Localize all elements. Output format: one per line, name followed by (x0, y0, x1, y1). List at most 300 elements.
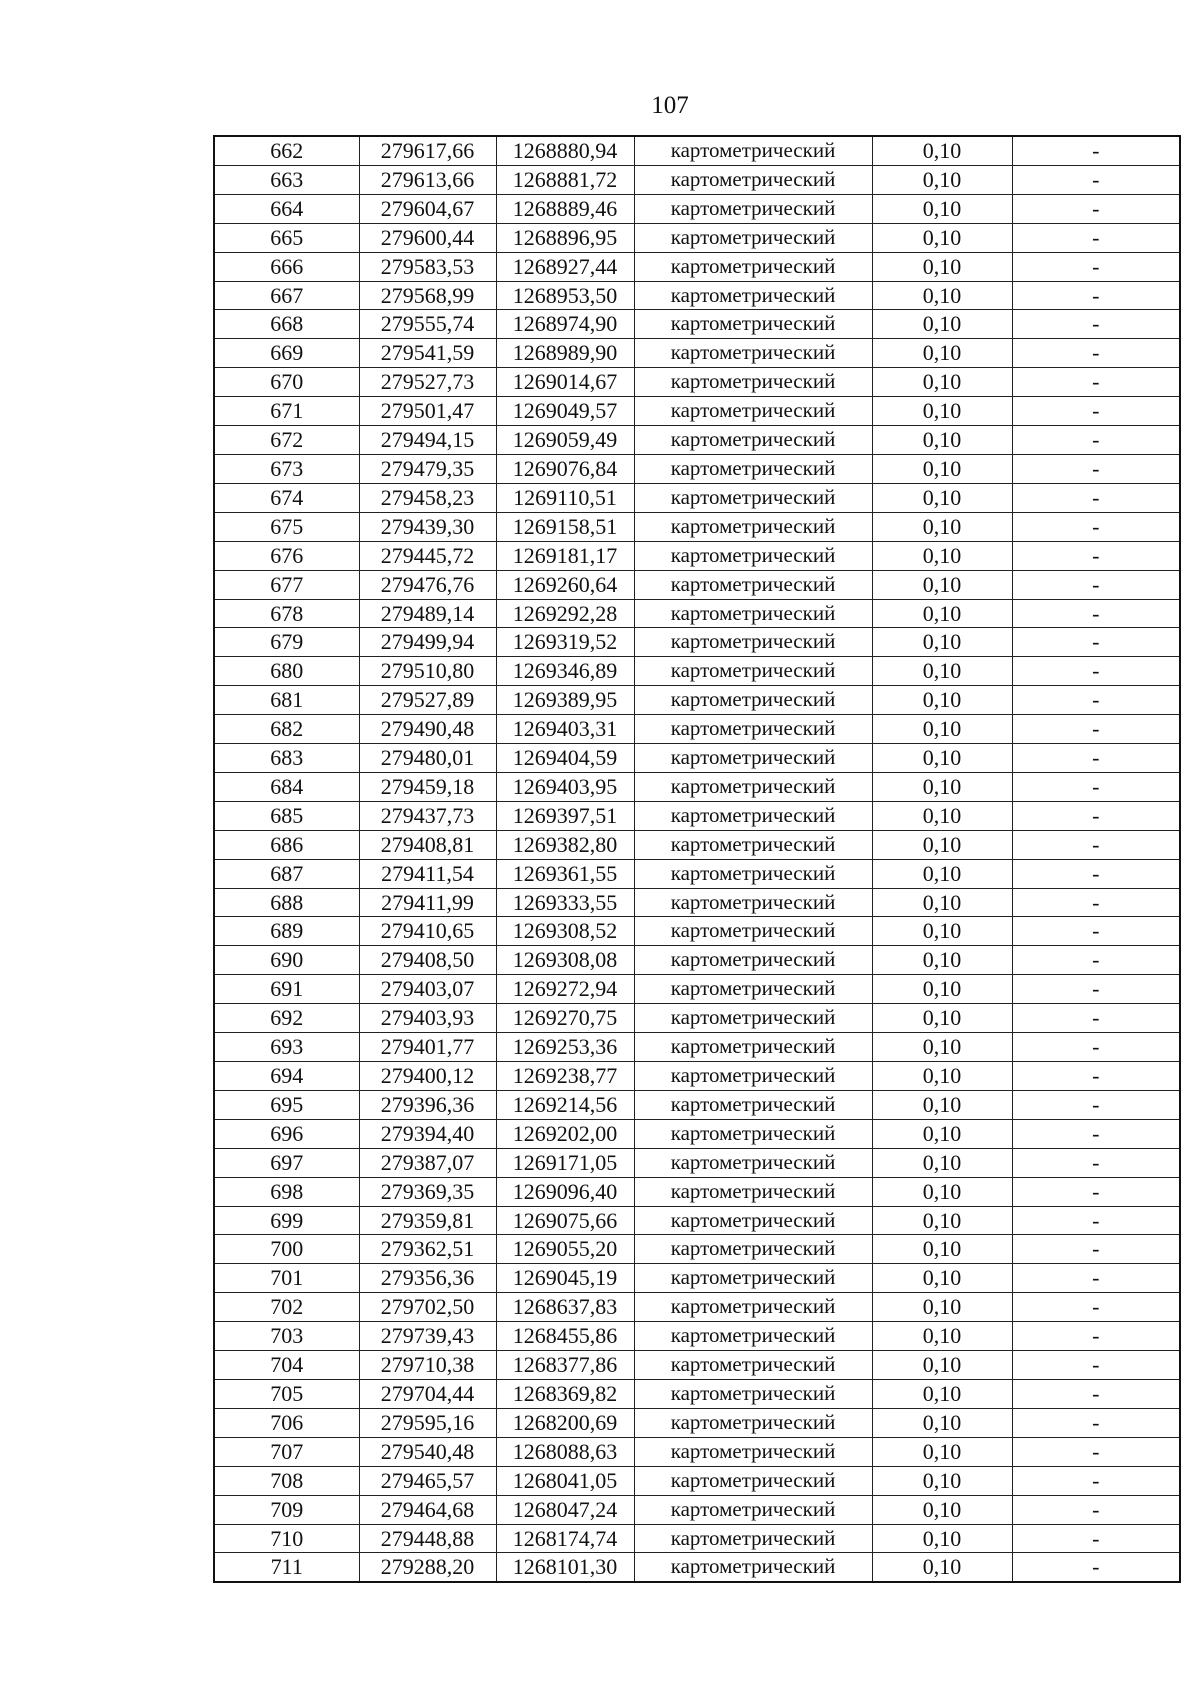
point-number-cell: 681 (214, 686, 359, 715)
note-cell: - (1012, 657, 1180, 686)
method-cell: картометрический (634, 368, 872, 397)
method-cell: картометрический (634, 1322, 872, 1351)
method-cell: картометрический (634, 1033, 872, 1062)
accuracy-cell: 0,10 (872, 1033, 1012, 1062)
accuracy-cell: 0,10 (872, 1148, 1012, 1177)
accuracy-cell: 0,10 (872, 830, 1012, 859)
note-cell: - (1012, 975, 1180, 1004)
y-coordinate-cell: 1269096,40 (496, 1177, 634, 1206)
x-coordinate-cell: 279540,48 (359, 1437, 496, 1466)
point-number-cell: 674 (214, 483, 359, 512)
accuracy-cell: 0,10 (872, 1177, 1012, 1206)
y-coordinate-cell: 1269045,19 (496, 1264, 634, 1293)
table-row (214, 1466, 1180, 1495)
x-coordinate-cell: 279710,38 (359, 1351, 496, 1380)
note-cell: - (1012, 1408, 1180, 1437)
x-coordinate-cell: 279401,77 (359, 1033, 496, 1062)
table-row (214, 715, 1180, 744)
y-coordinate-cell: 1269397,51 (496, 801, 634, 830)
table-row (214, 888, 1180, 917)
point-number-cell: 702 (214, 1293, 359, 1322)
y-coordinate-cell: 1268974,90 (496, 310, 634, 339)
table-row (214, 281, 1180, 310)
note-cell: - (1012, 888, 1180, 917)
table-row (214, 830, 1180, 859)
table-row (214, 570, 1180, 599)
method-cell: картометрический (634, 1264, 872, 1293)
y-coordinate-cell: 1269389,95 (496, 686, 634, 715)
point-number-cell: 694 (214, 1062, 359, 1091)
x-coordinate-cell: 279702,50 (359, 1293, 496, 1322)
y-coordinate-cell: 1269260,64 (496, 570, 634, 599)
table-row (214, 339, 1180, 368)
point-number-cell: 691 (214, 975, 359, 1004)
table-row (214, 1206, 1180, 1235)
y-coordinate-cell: 1269403,95 (496, 772, 634, 801)
note-cell: - (1012, 1351, 1180, 1380)
accuracy-cell: 0,10 (872, 1235, 1012, 1264)
table-row (214, 541, 1180, 570)
x-coordinate-cell: 279480,01 (359, 744, 496, 773)
accuracy-cell: 0,10 (872, 1206, 1012, 1235)
table-row (214, 1351, 1180, 1380)
y-coordinate-cell: 1269382,80 (496, 830, 634, 859)
table-row (214, 1553, 1180, 1582)
table-row (214, 1033, 1180, 1062)
method-cell: картометрический (634, 715, 872, 744)
note-cell: - (1012, 165, 1180, 194)
method-cell: картометрический (634, 917, 872, 946)
table-row (214, 1437, 1180, 1466)
y-coordinate-cell: 1269055,20 (496, 1235, 634, 1264)
accuracy-cell: 0,10 (872, 165, 1012, 194)
table-row (214, 1379, 1180, 1408)
x-coordinate-cell: 279479,35 (359, 454, 496, 483)
y-coordinate-cell: 1269110,51 (496, 483, 634, 512)
y-coordinate-cell: 1269308,52 (496, 917, 634, 946)
point-number-cell: 665 (214, 223, 359, 252)
table-row (214, 686, 1180, 715)
point-number-cell: 701 (214, 1264, 359, 1293)
x-coordinate-cell: 279613,66 (359, 165, 496, 194)
method-cell: картометрический (634, 859, 872, 888)
point-number-cell: 663 (214, 165, 359, 194)
method-cell: картометрический (634, 628, 872, 657)
table-row (214, 744, 1180, 773)
accuracy-cell: 0,10 (872, 136, 1012, 165)
y-coordinate-cell: 1269403,31 (496, 715, 634, 744)
table-row (214, 1408, 1180, 1437)
note-cell: - (1012, 744, 1180, 773)
point-number-cell: 707 (214, 1437, 359, 1466)
method-cell: картометрический (634, 1206, 872, 1235)
point-number-cell: 698 (214, 1177, 359, 1206)
y-coordinate-cell: 1269319,52 (496, 628, 634, 657)
method-cell: картометрический (634, 1293, 872, 1322)
method-cell: картометрический (634, 1553, 872, 1582)
accuracy-cell: 0,10 (872, 1524, 1012, 1553)
method-cell: картометрический (634, 1004, 872, 1033)
note-cell: - (1012, 454, 1180, 483)
method-cell: картометрический (634, 744, 872, 773)
point-number-cell: 684 (214, 772, 359, 801)
x-coordinate-cell: 279403,07 (359, 975, 496, 1004)
y-coordinate-cell: 1269361,55 (496, 859, 634, 888)
accuracy-cell: 0,10 (872, 397, 1012, 426)
note-cell: - (1012, 483, 1180, 512)
note-cell: - (1012, 830, 1180, 859)
x-coordinate-cell: 279394,40 (359, 1119, 496, 1148)
method-cell: картометрический (634, 975, 872, 1004)
accuracy-cell: 0,10 (872, 917, 1012, 946)
point-number-cell: 704 (214, 1351, 359, 1380)
point-number-cell: 677 (214, 570, 359, 599)
method-cell: картометрический (634, 686, 872, 715)
x-coordinate-cell: 279465,57 (359, 1466, 496, 1495)
coordinates-table (213, 135, 1181, 1583)
accuracy-cell: 0,10 (872, 512, 1012, 541)
accuracy-cell: 0,10 (872, 1322, 1012, 1351)
y-coordinate-cell: 1269404,59 (496, 744, 634, 773)
y-coordinate-cell: 1269238,77 (496, 1062, 634, 1091)
point-number-cell: 705 (214, 1379, 359, 1408)
y-coordinate-cell: 1268889,46 (496, 194, 634, 223)
note-cell: - (1012, 917, 1180, 946)
point-number-cell: 673 (214, 454, 359, 483)
accuracy-cell: 0,10 (872, 975, 1012, 1004)
method-cell: картометрический (634, 1524, 872, 1553)
table-row (214, 368, 1180, 397)
x-coordinate-cell: 279555,74 (359, 310, 496, 339)
y-coordinate-cell: 1269333,55 (496, 888, 634, 917)
accuracy-cell: 0,10 (872, 772, 1012, 801)
x-coordinate-cell: 279476,76 (359, 570, 496, 599)
accuracy-cell: 0,10 (872, 1090, 1012, 1119)
table-row (214, 1148, 1180, 1177)
table-row (214, 772, 1180, 801)
x-coordinate-cell: 279396,36 (359, 1090, 496, 1119)
accuracy-cell: 0,10 (872, 368, 1012, 397)
y-coordinate-cell: 1268637,83 (496, 1293, 634, 1322)
note-cell: - (1012, 1466, 1180, 1495)
method-cell: картометрический (634, 223, 872, 252)
y-coordinate-cell: 1269158,51 (496, 512, 634, 541)
x-coordinate-cell: 279437,73 (359, 801, 496, 830)
accuracy-cell: 0,10 (872, 715, 1012, 744)
x-coordinate-cell: 279541,59 (359, 339, 496, 368)
table-row (214, 136, 1180, 165)
x-coordinate-cell: 279445,72 (359, 541, 496, 570)
method-cell: картометрический (634, 946, 872, 975)
accuracy-cell: 0,10 (872, 801, 1012, 830)
method-cell: картометрический (634, 252, 872, 281)
accuracy-cell: 0,10 (872, 888, 1012, 917)
accuracy-cell: 0,10 (872, 1466, 1012, 1495)
method-cell: картометрический (634, 512, 872, 541)
table-row (214, 1062, 1180, 1091)
point-number-cell: 664 (214, 194, 359, 223)
y-coordinate-cell: 1268377,86 (496, 1351, 634, 1380)
point-number-cell: 695 (214, 1090, 359, 1119)
table-row (214, 165, 1180, 194)
x-coordinate-cell: 279362,51 (359, 1235, 496, 1264)
point-number-cell: 693 (214, 1033, 359, 1062)
note-cell: - (1012, 223, 1180, 252)
note-cell: - (1012, 1004, 1180, 1033)
x-coordinate-cell: 279458,23 (359, 483, 496, 512)
x-coordinate-cell: 279411,99 (359, 888, 496, 917)
method-cell: картометрический (634, 310, 872, 339)
accuracy-cell: 0,10 (872, 310, 1012, 339)
accuracy-cell: 0,10 (872, 686, 1012, 715)
table-row (214, 1264, 1180, 1293)
note-cell: - (1012, 1177, 1180, 1206)
method-cell: картометрический (634, 1177, 872, 1206)
note-cell: - (1012, 512, 1180, 541)
table-row (214, 223, 1180, 252)
y-coordinate-cell: 1268369,82 (496, 1379, 634, 1408)
y-coordinate-cell: 1269076,84 (496, 454, 634, 483)
accuracy-cell: 0,10 (872, 599, 1012, 628)
accuracy-cell: 0,10 (872, 859, 1012, 888)
accuracy-cell: 0,10 (872, 252, 1012, 281)
accuracy-cell: 0,10 (872, 426, 1012, 455)
point-number-cell: 710 (214, 1524, 359, 1553)
y-coordinate-cell: 1269214,56 (496, 1090, 634, 1119)
x-coordinate-cell: 279583,53 (359, 252, 496, 281)
method-cell: картометрический (634, 830, 872, 859)
method-cell: картометрический (634, 772, 872, 801)
note-cell: - (1012, 1235, 1180, 1264)
x-coordinate-cell: 279595,16 (359, 1408, 496, 1437)
method-cell: картометрический (634, 194, 872, 223)
point-number-cell: 688 (214, 888, 359, 917)
method-cell: картометрический (634, 483, 872, 512)
table-row (214, 1235, 1180, 1264)
y-coordinate-cell: 1268455,86 (496, 1322, 634, 1351)
y-coordinate-cell: 1268101,30 (496, 1553, 634, 1582)
accuracy-cell: 0,10 (872, 1437, 1012, 1466)
accuracy-cell: 0,10 (872, 1495, 1012, 1524)
table-row (214, 628, 1180, 657)
table-row (214, 1090, 1180, 1119)
accuracy-cell: 0,10 (872, 483, 1012, 512)
note-cell: - (1012, 859, 1180, 888)
table-row (214, 454, 1180, 483)
point-number-cell: 686 (214, 830, 359, 859)
method-cell: картометрический (634, 1379, 872, 1408)
method-cell: картометрический (634, 1437, 872, 1466)
point-number-cell: 692 (214, 1004, 359, 1033)
x-coordinate-cell: 279617,66 (359, 136, 496, 165)
table-row (214, 1004, 1180, 1033)
table-row (214, 483, 1180, 512)
x-coordinate-cell: 279369,35 (359, 1177, 496, 1206)
point-number-cell: 687 (214, 859, 359, 888)
x-coordinate-cell: 279527,73 (359, 368, 496, 397)
method-cell: картометрический (634, 1408, 872, 1437)
point-number-cell: 683 (214, 744, 359, 773)
y-coordinate-cell: 1269059,49 (496, 426, 634, 455)
accuracy-cell: 0,10 (872, 1004, 1012, 1033)
y-coordinate-cell: 1269346,89 (496, 657, 634, 686)
y-coordinate-cell: 1268200,69 (496, 1408, 634, 1437)
note-cell: - (1012, 1379, 1180, 1408)
table-row (214, 252, 1180, 281)
y-coordinate-cell: 1269308,08 (496, 946, 634, 975)
method-cell: картометрический (634, 888, 872, 917)
accuracy-cell: 0,10 (872, 1062, 1012, 1091)
note-cell: - (1012, 715, 1180, 744)
method-cell: картометрический (634, 1351, 872, 1380)
accuracy-cell: 0,10 (872, 1264, 1012, 1293)
note-cell: - (1012, 599, 1180, 628)
note-cell: - (1012, 1553, 1180, 1582)
point-number-cell: 711 (214, 1553, 359, 1582)
method-cell: картометрический (634, 1090, 872, 1119)
x-coordinate-cell: 279448,88 (359, 1524, 496, 1553)
accuracy-cell: 0,10 (872, 541, 1012, 570)
method-cell: картометрический (634, 570, 872, 599)
table-row (214, 1293, 1180, 1322)
method-cell: картометрический (634, 657, 872, 686)
x-coordinate-cell: 279356,36 (359, 1264, 496, 1293)
point-number-cell: 703 (214, 1322, 359, 1351)
x-coordinate-cell: 279510,80 (359, 657, 496, 686)
accuracy-cell: 0,10 (872, 744, 1012, 773)
y-coordinate-cell: 1269272,94 (496, 975, 634, 1004)
note-cell: - (1012, 570, 1180, 599)
note-cell: - (1012, 310, 1180, 339)
y-coordinate-cell: 1268880,94 (496, 136, 634, 165)
x-coordinate-cell: 279464,68 (359, 1495, 496, 1524)
y-coordinate-cell: 1268041,05 (496, 1466, 634, 1495)
accuracy-cell: 0,10 (872, 1408, 1012, 1437)
table-row (214, 397, 1180, 426)
point-number-cell: 700 (214, 1235, 359, 1264)
note-cell: - (1012, 1437, 1180, 1466)
accuracy-cell: 0,10 (872, 946, 1012, 975)
note-cell: - (1012, 1293, 1180, 1322)
table-row (214, 917, 1180, 946)
note-cell: - (1012, 1062, 1180, 1091)
x-coordinate-cell: 279704,44 (359, 1379, 496, 1408)
accuracy-cell: 0,10 (872, 339, 1012, 368)
page-number: 107 (651, 92, 689, 119)
method-cell: картометрический (634, 541, 872, 570)
method-cell: картометрический (634, 397, 872, 426)
note-cell: - (1012, 1322, 1180, 1351)
point-number-cell: 697 (214, 1148, 359, 1177)
y-coordinate-cell: 1269014,67 (496, 368, 634, 397)
point-number-cell: 667 (214, 281, 359, 310)
table-row (214, 801, 1180, 830)
note-cell: - (1012, 1119, 1180, 1148)
x-coordinate-cell: 279489,14 (359, 599, 496, 628)
x-coordinate-cell: 279501,47 (359, 397, 496, 426)
note-cell: - (1012, 686, 1180, 715)
point-number-cell: 675 (214, 512, 359, 541)
x-coordinate-cell: 279288,20 (359, 1553, 496, 1582)
x-coordinate-cell: 279359,81 (359, 1206, 496, 1235)
y-coordinate-cell: 1268088,63 (496, 1437, 634, 1466)
x-coordinate-cell: 279411,54 (359, 859, 496, 888)
x-coordinate-cell: 279400,12 (359, 1062, 496, 1091)
accuracy-cell: 0,10 (872, 1351, 1012, 1380)
table-row (214, 310, 1180, 339)
x-coordinate-cell: 279527,89 (359, 686, 496, 715)
point-number-cell: 680 (214, 657, 359, 686)
method-cell: картометрический (634, 1148, 872, 1177)
note-cell: - (1012, 1206, 1180, 1235)
table-row (214, 1322, 1180, 1351)
point-number-cell: 689 (214, 917, 359, 946)
point-number-cell: 668 (214, 310, 359, 339)
note-cell: - (1012, 946, 1180, 975)
coordinates-table-body (214, 136, 1180, 1582)
table-row (214, 512, 1180, 541)
point-number-cell: 669 (214, 339, 359, 368)
x-coordinate-cell: 279600,44 (359, 223, 496, 252)
accuracy-cell: 0,10 (872, 1119, 1012, 1148)
y-coordinate-cell: 1268174,74 (496, 1524, 634, 1553)
y-coordinate-cell: 1269270,75 (496, 1004, 634, 1033)
table-row (214, 657, 1180, 686)
accuracy-cell: 0,10 (872, 281, 1012, 310)
method-cell: картометрический (634, 454, 872, 483)
y-coordinate-cell: 1268047,24 (496, 1495, 634, 1524)
note-cell: - (1012, 368, 1180, 397)
note-cell: - (1012, 281, 1180, 310)
table-row (214, 1495, 1180, 1524)
x-coordinate-cell: 279739,43 (359, 1322, 496, 1351)
note-cell: - (1012, 628, 1180, 657)
table-row (214, 975, 1180, 1004)
accuracy-cell: 0,10 (872, 1293, 1012, 1322)
x-coordinate-cell: 279408,50 (359, 946, 496, 975)
note-cell: - (1012, 1033, 1180, 1062)
table-row (214, 599, 1180, 628)
y-coordinate-cell: 1269049,57 (496, 397, 634, 426)
table-row (214, 946, 1180, 975)
point-number-cell: 682 (214, 715, 359, 744)
y-coordinate-cell: 1269171,05 (496, 1148, 634, 1177)
accuracy-cell: 0,10 (872, 1553, 1012, 1582)
y-coordinate-cell: 1268896,95 (496, 223, 634, 252)
method-cell: картометрический (634, 165, 872, 194)
point-number-cell: 706 (214, 1408, 359, 1437)
x-coordinate-cell: 279604,67 (359, 194, 496, 223)
table-row (214, 859, 1180, 888)
y-coordinate-cell: 1269253,36 (496, 1033, 634, 1062)
method-cell: картометрический (634, 136, 872, 165)
point-number-cell: 672 (214, 426, 359, 455)
point-number-cell: 679 (214, 628, 359, 657)
note-cell: - (1012, 801, 1180, 830)
point-number-cell: 690 (214, 946, 359, 975)
x-coordinate-cell: 279439,30 (359, 512, 496, 541)
point-number-cell: 685 (214, 801, 359, 830)
accuracy-cell: 0,10 (872, 223, 1012, 252)
accuracy-cell: 0,10 (872, 1379, 1012, 1408)
point-number-cell: 708 (214, 1466, 359, 1495)
accuracy-cell: 0,10 (872, 657, 1012, 686)
y-coordinate-cell: 1269181,17 (496, 541, 634, 570)
note-cell: - (1012, 252, 1180, 281)
accuracy-cell: 0,10 (872, 570, 1012, 599)
x-coordinate-cell: 279494,15 (359, 426, 496, 455)
note-cell: - (1012, 194, 1180, 223)
